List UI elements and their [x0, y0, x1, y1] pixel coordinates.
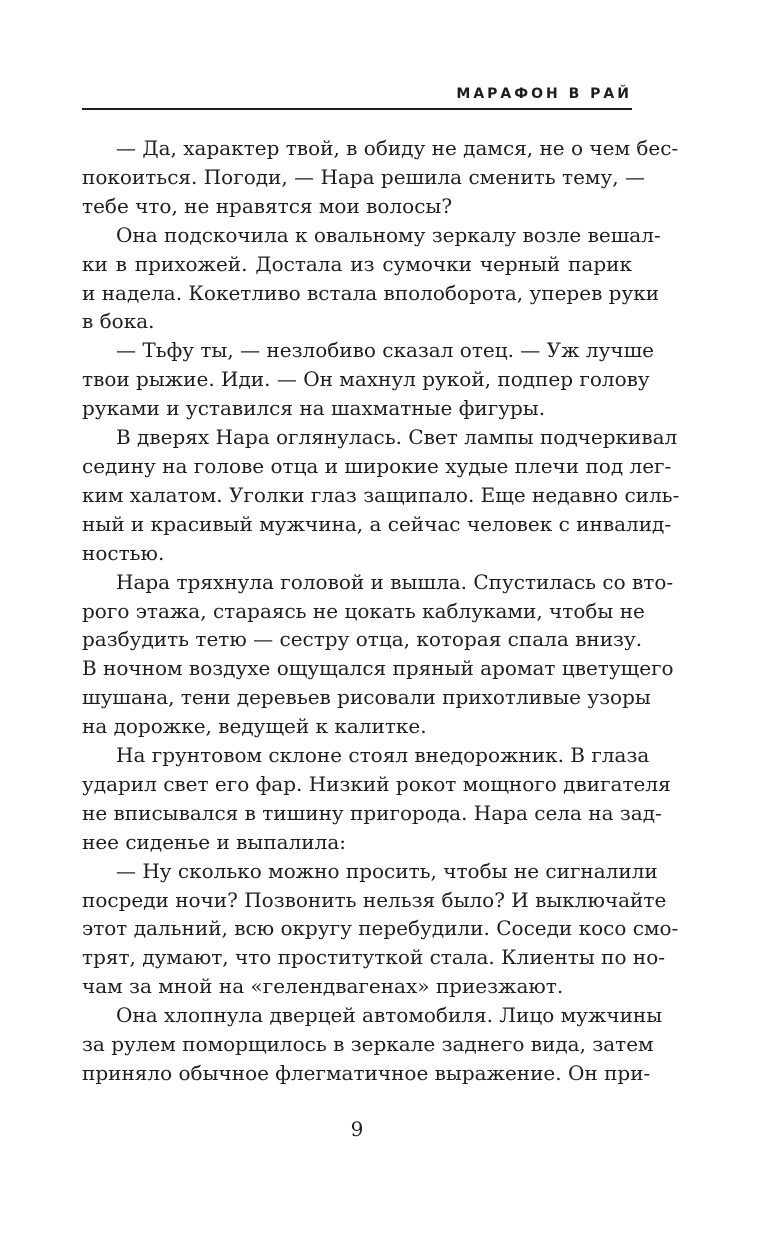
text-line: чам за мной на «гелендвагенах» приезжают.	[82, 974, 564, 999]
text-line: В ночном воздухе ощущался пряный аромат цветущего	[82, 656, 674, 681]
text-line: твои рыжие. Иди. — Он махнул рукой, подпер голову	[82, 367, 650, 392]
text-line: на дорожке, ведущей к калитке.	[82, 714, 427, 739]
header-rule	[82, 108, 632, 110]
text-line: Она подскочила к овальному зеркалу возле вешал-	[116, 222, 661, 247]
text-line: покоиться. Погоди, — Нара решила сменить тему, —	[82, 164, 645, 189]
paragraph	[82, 857, 679, 1002]
text-line: В дверях Нара оглянулась. Свет лампы подчеркивал	[116, 425, 678, 450]
text-line: разбудить тетю — сестру отца, которая спала внизу.	[82, 627, 643, 652]
text-line: этот дальний, всю округу перебудили. Соседи косо смо-	[82, 916, 679, 941]
text-line: седину на голове отца и широкие худые плечи под лег-	[82, 453, 672, 478]
text-line: посреди ночи? Позвонить нельзя было? И выключайте	[82, 887, 667, 912]
text-line: и надела. Кокетливо встала вполоборота, уперев руки	[82, 280, 660, 305]
paragraph	[82, 336, 654, 423]
text-line: за рулем поморщилось в зеркале заднего вида, затем	[82, 1032, 654, 1057]
text-line: тебе что, не нравятся мои волосы?	[82, 193, 453, 218]
text-line: — Да, характер твой, в обиду не дамся, не о чем бес-	[116, 136, 679, 160]
text-line: шушана, тени деревьев рисовали прихотливые узоры	[82, 685, 651, 710]
text-line: Она хлопнула дверцей автомобиля. Лицо мужчины	[116, 1003, 663, 1028]
text-line: в бока.	[82, 309, 155, 334]
paragraph	[82, 423, 680, 568]
text-line: ки в прихожей. Достала из сумочки черный парик	[82, 251, 632, 276]
text-line: — Тьфу ты, — незлобиво сказал отец. — Уж лучше	[116, 338, 654, 363]
text-line: На грунтовом склоне стоял внедорожник. В глаза	[116, 743, 650, 768]
paragraph	[82, 134, 679, 221]
text-line: ный и красивый мужчина, а сейчас человек с инвалид-	[82, 511, 672, 536]
body-text	[82, 134, 680, 1088]
text-line: ким халатом. Уголки глаз защипало. Еще недавно силь-	[82, 482, 680, 507]
page-number: 9	[350, 1117, 364, 1141]
text-line: трят, думают, что проституткой стала. Клиенты по но-	[82, 945, 666, 970]
text-line: Нара тряхнула головой и вышла. Спустилась со вто-	[116, 569, 674, 594]
paragraph	[82, 568, 674, 741]
text-line: приняло обычное флегматичное выражение. Он при-	[82, 1061, 651, 1085]
running-title: МАРАФОН В РАЙ	[456, 86, 632, 102]
text-line: руками и уставился на шахматные фигуры.	[82, 396, 546, 421]
paragraph	[82, 1001, 663, 1088]
text-line: рого этажа, стараясь не цокать каблуками, чтобы не	[82, 598, 645, 623]
text-line: ностью.	[82, 540, 165, 565]
paragraph	[82, 741, 671, 857]
text-line: ударил свет его фар. Низкий рокот мощного двигателя	[82, 771, 671, 796]
text-line: — Ну сколько можно просить, чтобы не сигналили	[116, 858, 658, 883]
text-line: нее сиденье и выпалила:	[82, 829, 346, 854]
text-line: не вписывался в тишину пригорода. Нара села на зад-	[82, 800, 662, 825]
paragraph	[82, 221, 661, 337]
